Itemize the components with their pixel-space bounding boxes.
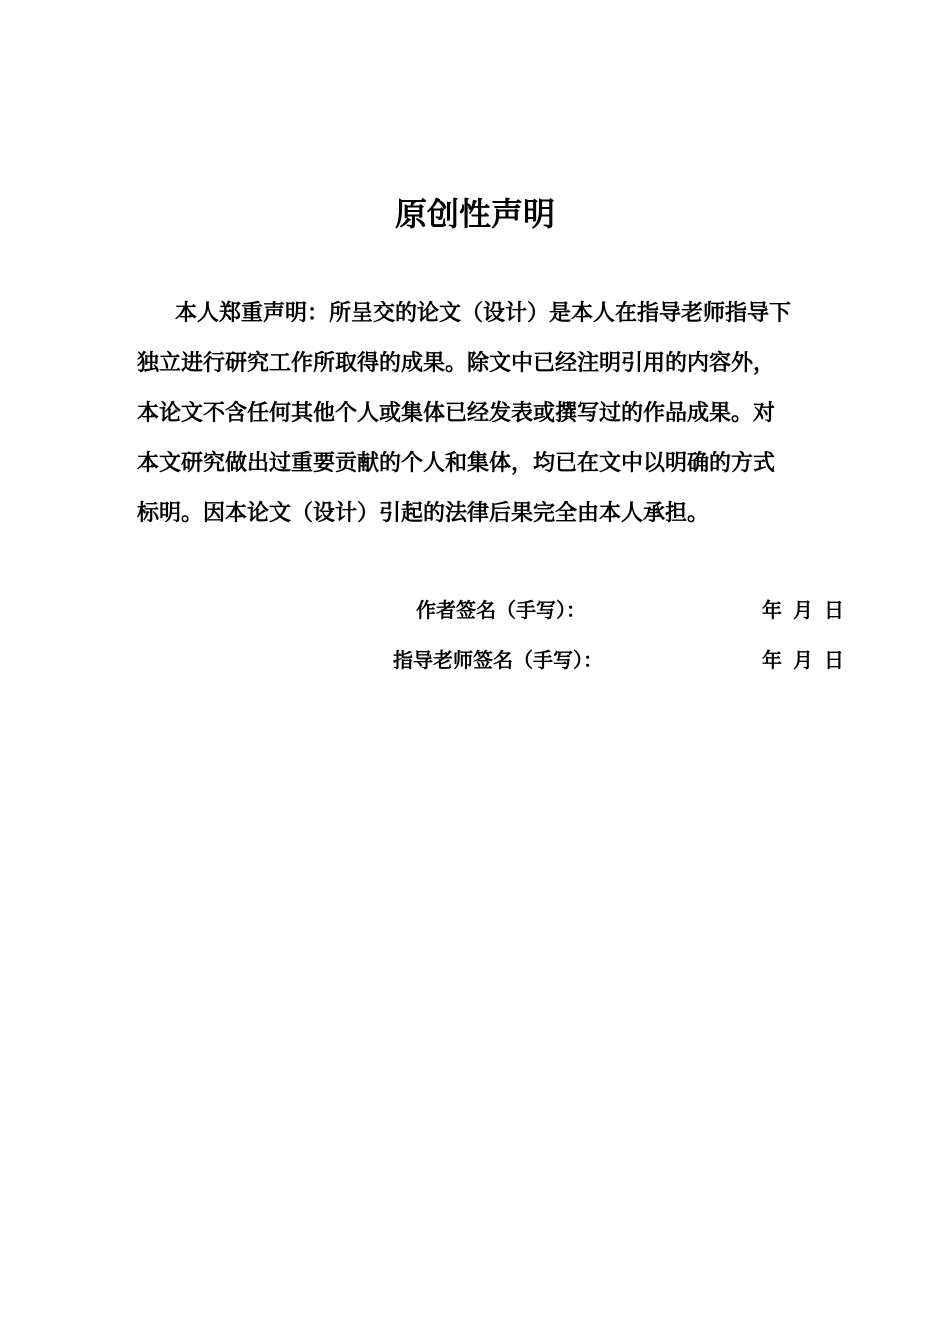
advisor-signature-row [0, 640, 950, 680]
author-signature-date [762, 590, 844, 630]
declaration-line-3: 本论文不含任何其他个人或集体已经发表或撰写过的作品成果。对 [137, 400, 776, 426]
page-title: 原创性声明 [394, 195, 555, 233]
declaration-line-2: 独立进行研究工作所取得的成果。除文中已经注明引用的内容外， [137, 350, 776, 376]
advisor-signature-label: 指导老师签名（手写）： [393, 648, 603, 672]
date-year-label: 年 [762, 648, 782, 672]
author-signature-row [0, 590, 950, 630]
advisor-signature-date [762, 640, 844, 680]
date-year-label: 年 [762, 598, 782, 622]
declaration-line-4: 本文研究做出过重要贡献的个人和集体，均已在文中以明确的方式 [137, 450, 776, 476]
author-signature-label: 作者签名（手写）： [416, 598, 586, 622]
declaration-body [137, 288, 849, 538]
date-month-label: 月 [793, 598, 813, 622]
date-month-label: 月 [793, 648, 813, 672]
date-day-label: 日 [824, 648, 844, 672]
declaration-line-1: 本人郑重声明：所呈交的论文（设计）是本人在指导老师指导下 [175, 300, 792, 326]
declaration-line-5: 标明。因本论文（设计）引起的法律后果完全由本人承担。 [137, 500, 710, 526]
date-day-label: 日 [824, 598, 844, 622]
